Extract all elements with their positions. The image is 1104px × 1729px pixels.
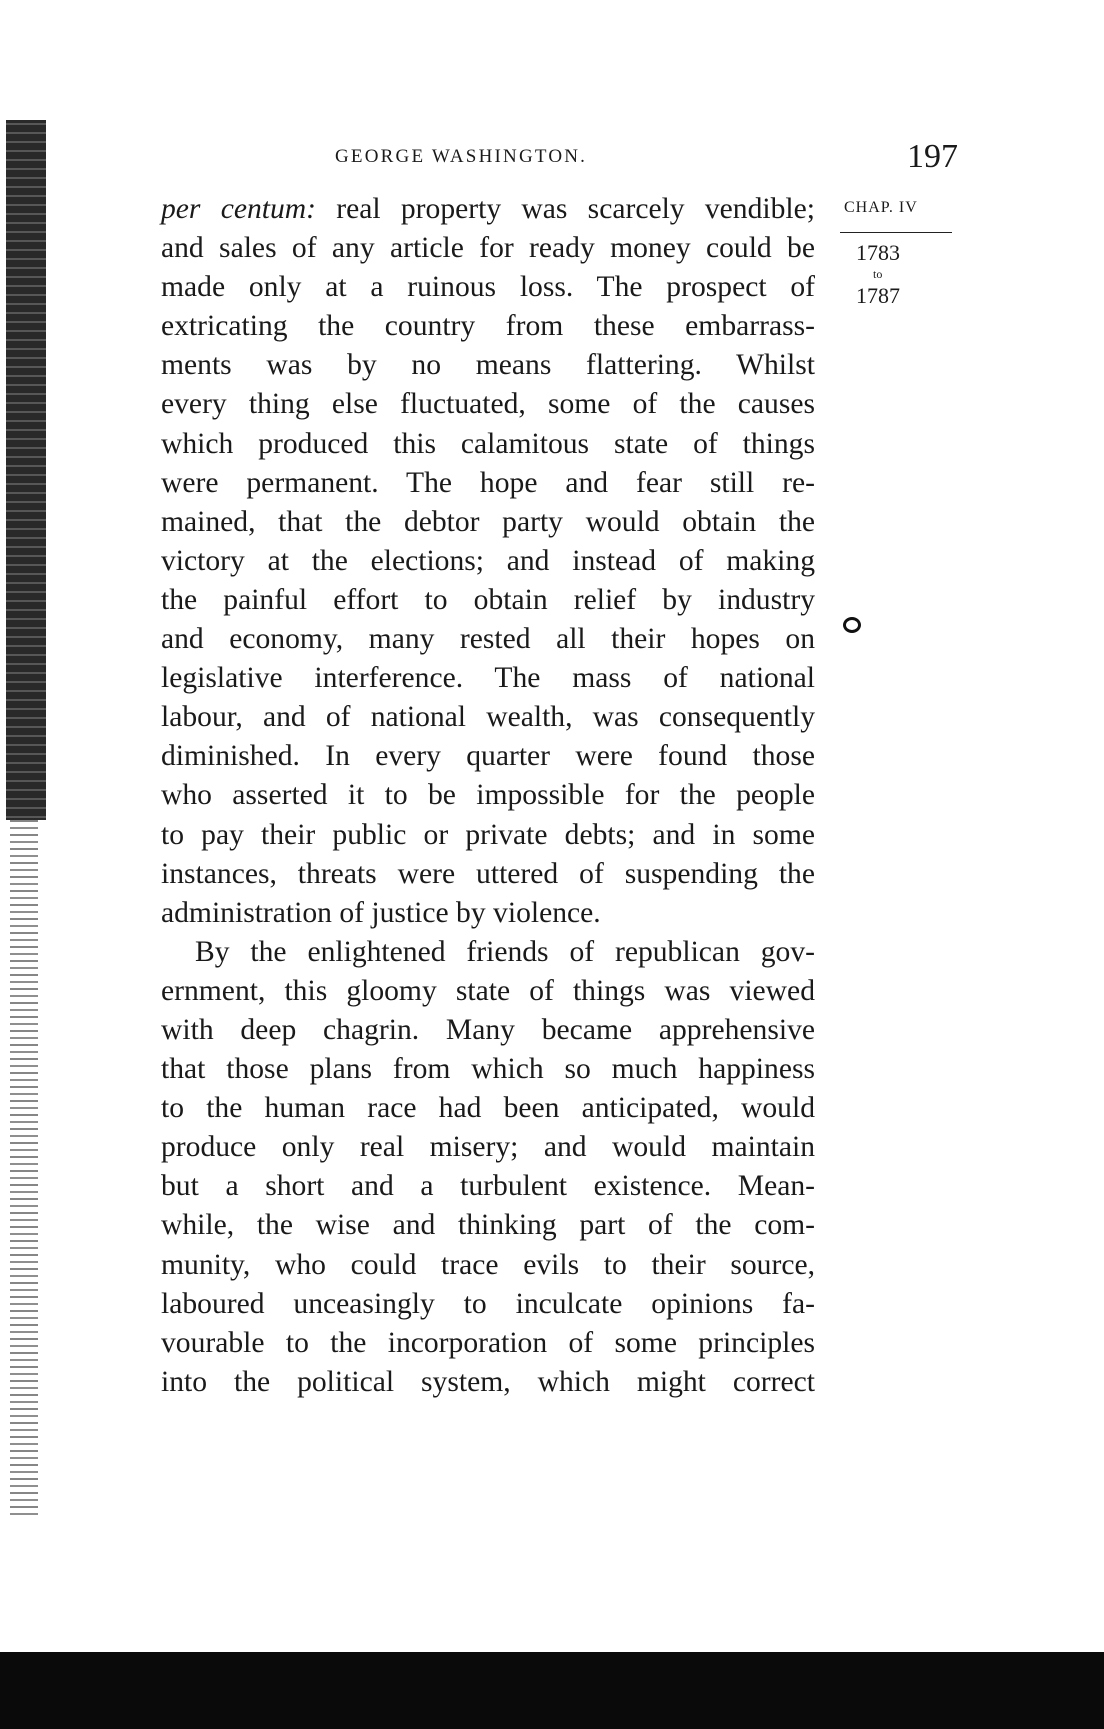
line-text: and sales of any article for ready money could be [161, 232, 815, 265]
text-line [161, 346, 815, 385]
paragraph-1 [161, 190, 815, 933]
line-text: instances, threats were uttered of suspending the [161, 857, 815, 890]
binding-shadow [6, 120, 46, 820]
scan-bottom-edge [0, 1652, 1104, 1729]
text-line [161, 737, 815, 776]
text-line [161, 268, 815, 307]
text-line [161, 698, 815, 737]
line-text: laboured unceasingly to inculcate opinions fa- [161, 1287, 815, 1320]
line-text: to pay their public or private debts; and in some [161, 818, 815, 851]
text-line [161, 933, 815, 972]
line-text: victory at the elections; and instead of making [161, 544, 815, 577]
line-text: while, the wise and thinking part of the com- [161, 1209, 815, 1242]
line-text: labour, and of national wealth, was consequently [161, 701, 815, 734]
line-text: into the political system, which might correct [161, 1365, 815, 1398]
line-text: produce only real misery; and would maintain [161, 1131, 815, 1164]
text-line [161, 385, 815, 424]
text-line [161, 1011, 815, 1050]
line-text: ernment, this gloomy state of things was viewed [161, 974, 815, 1007]
text-line [161, 542, 815, 581]
line-text: legislative interference. The mass of national [161, 662, 815, 695]
line-text: administration of justice by violence. [161, 896, 601, 929]
text-line [161, 1285, 815, 1324]
line-text: vourable to the incorporation of some principles [161, 1326, 815, 1359]
text-line [161, 1167, 815, 1206]
text-line [161, 659, 815, 698]
text-line [161, 425, 815, 464]
line-text: real property was scarcely vendible; [316, 193, 815, 225]
line-text: to the human race had been anticipated, would [161, 1092, 815, 1125]
margin-year-to: to [873, 267, 883, 281]
line-text: mained, that the debtor party would obtain the [161, 505, 815, 538]
text-line [161, 1363, 815, 1402]
text-line [161, 1206, 815, 1245]
text-line [161, 776, 815, 815]
text-line [161, 503, 815, 542]
text-line [161, 581, 815, 620]
line-text: but a short and a turbulent existence. Mean- [161, 1170, 815, 1203]
text-line [161, 1050, 815, 1089]
line-text: and economy, many rested all their hopes on [161, 623, 815, 656]
text-line [161, 190, 815, 229]
line-text: made only at a ruinous loss. The prospect of [161, 271, 815, 304]
body-text [161, 190, 815, 1402]
text-line [161, 972, 815, 1011]
text-line [161, 894, 815, 933]
line-text: with deep chagrin. Many became apprehensive [161, 1013, 815, 1046]
text-line [161, 464, 815, 503]
line-text: who asserted it to be impossible for the people [161, 779, 815, 812]
line-text: extricating the country from these embarrass- [161, 310, 815, 343]
running-head: GEORGE WASHINGTON. [335, 146, 588, 167]
italic-phrase: per centum: [161, 193, 317, 225]
line-text: munity, who could trace evils to their source, [161, 1248, 815, 1281]
paragraph-2 [161, 933, 815, 1402]
text-line [161, 1324, 815, 1363]
text-line [161, 229, 815, 268]
text-line [161, 1128, 815, 1167]
page-number: 197 [907, 138, 958, 175]
line-text: By the enlightened friends of republican gov- [195, 935, 815, 968]
text-line [161, 1089, 815, 1128]
line-text: diminished. In every quarter were found those [161, 740, 815, 773]
margin-year-end: 1787 [856, 283, 900, 308]
line-text: every thing else fluctuated, some of the causes [161, 388, 815, 421]
margin-rule [840, 232, 952, 233]
text-line [161, 816, 815, 855]
line-text: the painful effort to obtain relief by industry [161, 583, 815, 616]
margin-ring-mark [843, 617, 861, 633]
binding-shadow-lower [10, 820, 38, 1520]
text-line [161, 855, 815, 894]
text-line [161, 620, 815, 659]
line-text: were permanent. The hope and fear still re- [161, 466, 815, 499]
text-line [161, 307, 815, 346]
margin-chapter-label: CHAP. IV [844, 199, 918, 216]
line-text: ments was by no means flattering. Whilst [161, 349, 815, 382]
margin-year-start: 1783 [856, 240, 900, 265]
line-text: which produced this calamitous state of things [161, 427, 815, 460]
text-line [161, 1246, 815, 1285]
line-text: that those plans from which so much happiness [161, 1053, 815, 1086]
